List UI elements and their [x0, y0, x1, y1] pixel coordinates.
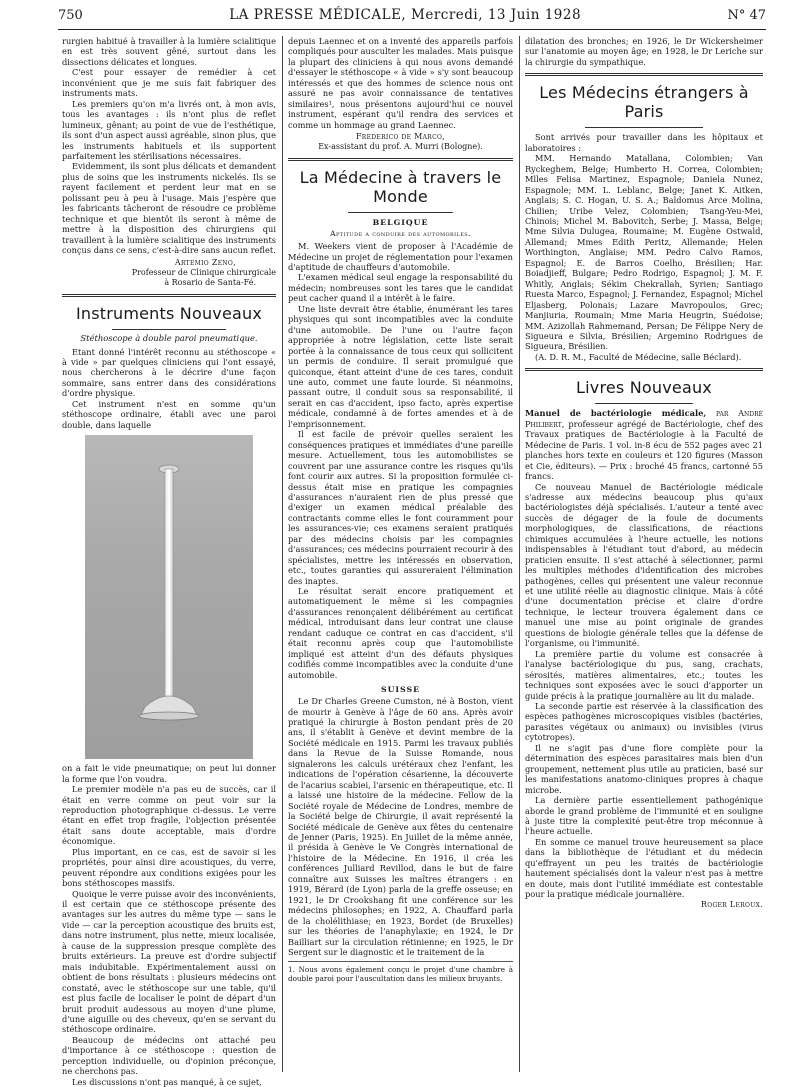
title-underline [112, 329, 226, 330]
author-title: Professeur de Clinique chirurgicale [131, 267, 276, 277]
book-reference [525, 408, 763, 481]
paragraph: Sont arrivés pour travailler dans les hôpitaux et laboratoires : [525, 132, 763, 153]
country-heading-belgique: BELGIQUE [372, 218, 429, 228]
author-name: Artemio Zeno, [174, 257, 236, 267]
paragraph: La dernière partie essentiellement pathogénique aborde le grand problème de l'immunité et en souligne à juste titre la complexité peut-être trop méconnue à l'heure actuelle. [525, 795, 763, 837]
signature-block [62, 258, 276, 288]
book-title: Manuel de bactériologie médicale, [525, 408, 707, 419]
paragraph: Les discussions n'ont pas manqué, à ce sujet, [72, 1076, 262, 1087]
paragraph: Cet instrument n'est en somme qu'un stéthoscope ordinaire, établi avec une paroi double, dans laquelle [62, 398, 276, 430]
paragraph: Plus important, en ce cas, est de savoir si les propriétés, pour ainsi dire acoustiques, du verre, peuvent répondre aux conditions exigées pour les bons stéthoscopes massifs. [62, 846, 276, 889]
article-subheading: Aptitude a conduire des automobiles. [330, 229, 471, 239]
paragraph: Les premiers qu'on m'a livrés ont, à mon avis, tous les avantages : ils n'ont plus de reflet lumineux, gênant; au point de vue de l'esthétique, ils sont d'un aspect aussi agréable, sinon plus, que les instruments habituels et ils supportent parfaitement les stérilisations nécessaires. [62, 98, 276, 161]
paragraph: Etant donné l'intérêt reconnu au stéthoscope « à vide » par quelques cliniciens qui l'ont essayé, nous chercherons à le décrire d'une façon sommaire, sans entrer dans des considérations d'ordre physique. [62, 346, 276, 399]
paragraph: Le Dr Charles Greene Cumston, né à Boston, vient de mourir à Genève à l'âge de 60 ans. Après avoir pratiqué la chirurgie à Boston pendant près de 20 ans, il s'établit à Genève et devint membre de la Société médicale en 1915. Parmi les travaux publiés dans la Revue de la Suisse Romande, nous signalerons les calculs urétéraux chez l'enfant, les indications de l'opération césarienne, la découverte de l'acarius scabiei, l'arsenic en thérapeutique, etc. Il a laissé une histoire de la médecine. Fellow de la Société royale de Médecine de Londres, membre de la Société belge de Chirurgie, il avait représenté la Société médicale de Genève aux fêtes du centenaire de Jenner (Paris, 1925). En Juillet de la même année, il présida à Genève le Ve Congrès international de l'histoire de la Médecine. En 1916, il créa les conférences Julliard Revillod, dans le but de faire connaître aux Suisses les maîtres étrangers : en 1919, Bérard (de Lyon) parla de la greffe osseuse; en 1921, le Dr Crookshang fit une conférence sur les médecins philosophes; en 1922, A. Chauffard parla de la cholélithiase; en 1923, Bordet (de Bruxelles) sur les théories de l'anaphylaxie; en 1924, le Dr Bailliart sur la circulation rétinienne; en 1925, le Dr Sergent sur le diagnostic et le traitement de la [288, 696, 513, 957]
section-divider [288, 158, 513, 161]
paragraph: Ce nouveau Manuel de Bactériologie médicale s'adresse aux médecins beaucoup plus qu'aux bactériologistes déjà spécialisés. L'auteur a tenté avec succès de dégager de la foule de documents morphologiques, de classifications, de réactions chimiques accumulées à l'heure actuelle, les notions indispensables à l'étudiant tout d'abord, au médecin praticien ensuite. Il s'est attaché à sélectionner, parmi les multiples méthodes d'identification des microbes pathogènes, celles qui présentent une valeur reconnue et une utilité réelle au diagnostic clinique. Mais à côté d'une documentation précise et claire d'ordre technique, le lecteur trouvera également dans ce manuel une mise au point originale de grandes questions de biologie générale telles que la défense de l'organisme, ou l'immunité. [525, 481, 763, 649]
title-underline [348, 212, 453, 213]
column-divider [282, 36, 283, 1072]
paragraph: Evidemment, ils sont plus délicats et demandent plus de soins que les instruments nickelés. Ils se rayent facilement et perdent leur mat en se polissant peu à peu à l'usage. Mais j'espère que les fabricants tâcheront de résoudre ce problème technique et que bientôt ils seront à même de mettre à la disposition des chirurgiens qui travaillent à la lumière scialitique des instruments conçus dans ce sens, c'est-à-dire sans aucun reflet. [62, 161, 276, 256]
stethoscope-photograph [85, 435, 253, 759]
reviewer-signature [525, 900, 763, 910]
paragraph: (A. D. R. M., Faculté de Médecine, salle Béclard). [535, 351, 742, 362]
section-title-medecine-monde: La Médecine à travers le Monde [299, 168, 502, 207]
column-middle [288, 36, 513, 1072]
paragraph: L'examen médical seul engage la responsabilité du médecin; nombreuses sont les tares que le candidat peut cacher quand il a intérêt à le faire. [288, 272, 513, 304]
paragraph: on a fait le vide pneumatique; on peut lui donner la forme que l'on voudra. [62, 763, 276, 784]
paragraph: Quoique le verre puisse avoir des inconvénients, il est certain que ce stéthoscope présente des avantages sur les autres du même type — sans le vide — car la perception acoustique des bruits est, dans notre instrument, plus nette, mieux localisée, à cause de la suppression presque complète des bruits extérieurs. La preuve est d'ordre subjectif mais indubitable. Expérimentalement aussi on obtient de bons résultats : plusieurs médecins ont constaté, avec le stéthoscope sur une table, qu'il est plus facile de localiser le point de départ d'un bruit produit audessous au moyen d'une plume, d'une aiguille ou des cheveux, qu'en se servant du stéthoscope ordinaire. [62, 888, 276, 1035]
book-author: par André Philibert, [525, 408, 763, 429]
section-divider [525, 73, 763, 76]
paragraph: Beaucoup de médecins ont attaché peu d'importance à ce stéthoscope : question de perception individuelle, ou d'opinion préconçue, ne cherchons pas. [62, 1034, 276, 1077]
paragraph: depuis Laennec et on a inventé des appareils parfois compliqués pour ausculter les malades. Mais puisque la plupart des cliniciens à qui nous avons demandé d'essayer le stéthoscope « à vide » s'y sont beaucoup intéressés et que des hommes de science nous ont assuré ne pas avoir connaissance de tentatives similaires¹, nous présentons aujourd'hui ce nouvel instrument, espérant qu'il rendra des services et comme un hommage au grand Laennec. [288, 36, 513, 130]
paragraph: M. Weekers vient de proposer à l'Académie de Médecine un projet de réglementation pour l'examen d'aptitude de chauffeurs d'automobile. [288, 241, 513, 272]
paragraph: Il est facile de prévoir quelles seraient les conséquences pratiques et immédiates d'une pareille mesure. Actuellement, tous les automobilistes se couvrent par une assurance contre les risques qu'ils font courir aux autres. Si la proposition formulée ci-dessus était mise en pratique les compagnies d'assurances n'auraient rien de plus pressé que d'exiger un examen médical préalable des contractants comme elles le font couramment pour les assurances-vie; ces examens seraient pratiqués par des médecins choisis par les compagnies d'assurances; ces médecins pourraient recourir à des spécialistes, mettre les intéressés en observation, etc., toutes garanties qui assureraient l'élimination des inaptes. [288, 429, 513, 586]
column-divider [519, 36, 520, 1072]
paragraph: Le premier modèle n'a pas eu de succès, car il était en verre comme on peut voir sur la reproduction photographique ci-dessus. Le verre étant en effet trop fragile, l'objection présentée était sans doute acceptable, mais d'ordre économique. [62, 784, 276, 847]
section-title-instruments: Instruments Nouveaux [75, 303, 263, 323]
column-right [525, 36, 763, 1072]
reviewer-name: Roger Leroux. [700, 899, 763, 909]
paragraph: C'est pour essayer de remédier à cet inconvénient que je me suis fait fabriquer des instruments mats. [62, 67, 276, 99]
paragraph: Une liste devrait être établie, énumérant les tares physiques qui sont incompatibles avec la conduite d'une automobile. De l'une ou l'autre façon appropriée à notre législation, cette liste serait portée à la connaissance de tous ceux qui sollicitent un permis de conduire. Il serait promulgué que quiconque, étant atteint d'une de ces tares, conduit une auto, commet une faute lourde. Si néanmoins, passant outre, il conduit sous sa responsabilité, il serait en cas d'accident, ipso facto, après expertise médicale, condamné à de fortes amendes et à de l'emprisonnement. [288, 303, 513, 429]
paragraph: En somme ce manuel trouve heureusement sa place dans la bibliothèque de l'étudiant et du médecin qu'effrayent un peu les traités de bactériologie hautement spécialisés dont la valeur n'est pas à mettre en doute, mais dont l'utilité immédiate est contestable pour la pratique médicale journalière. [525, 836, 763, 900]
paragraph: La première partie du volume est consacrée à l'analyse bactériologique du pus, sang, crachats, sérosités, matières alimentaires, etc.; toutes les techniques sont exposées avec le souci d'apporter un guide précis à la pratique journalière au lit du malade. [525, 648, 763, 701]
title-underline [595, 403, 693, 404]
column-left [62, 36, 276, 1087]
paragraph: dilatation des bronches; en 1926, le Dr Wickersheimer sur l'anatomie au moyen âge; en 1928, le Dr Leriche sur la chirurgie du sympathique. [525, 36, 763, 67]
section-title-livres-nouveaux: Livres Nouveaux [576, 378, 712, 398]
paragraph: Le résultat serait encore pratiquement et automatiquement le même si les compagnies d'assurances renonçaient délibérément au certificat médical, introduisant dans leur contrat une clause rendant caduque ce contrat en cas d'accident, s'il était reconnu après coup que l'automobiliste impliqué est atteint d'un des défauts physiques codifiés comme incompatibles avec la conduite d'une automobile. [288, 586, 513, 680]
paragraph: La seconde partie est réservée à la classification des espèces pathogènes microscopiques visibles (bactéries, parasites végétaux ou animaux) ou invisibles (virus cytotropes). [525, 701, 763, 743]
journal-title: LA PRESSE MÉDICALE, Mercredi, 13 Juin 1928 [229, 7, 582, 23]
author-name: Frederico de Marco, [355, 132, 446, 142]
section-divider [62, 294, 276, 297]
page-number: 750 [58, 8, 83, 23]
section-divider [525, 368, 763, 371]
signature-block [288, 132, 513, 152]
footnote: 1. Nous avons également conçu le projet d'une chambre à double paroi pour l'auscultation dans les milieux bruyants. [288, 961, 513, 983]
book-details: professeur agrégé de Bactériologie, chef des Travaux pratiques de Bactériologie à la Faculté de Médecine de Paris. 1 vol. in-8 écu de 552 pages avec 21 planches hors texte en couleurs et 120 figures (Masson et Cie, éditeurs). — Prix : broché 45 francs, cartonné 55 francs. [525, 418, 763, 482]
paragraph: MM. Hernando Matallana, Colombien; Van Ryckeghem, Belge; Humberto H. Correa, Colombien; Mlles Felisa Martinez, Espagnole; Daniela Nunez, Espagnole; MM. L. Leblanc, Belge; Janet K. Aitken, Anglais; S. C. Hogan, U. S. A.; Baldomus Arce Molina, Chilien; Uribe Velez, Colombien; Tsang-Yeu-Mei, Chinois; Michel M. Babovitch, Serbe; J. Massa, Belge; Mme Silvia Dulugea, Roumaine; M. Eugène Ostwald, Allemand; Mmes Edith Peritz, Allemande; Helen Worthington, Anglaise; MM. Pedro Calvo Ramos, Espagnol; E. de Barros Coelho, Brésilien; Har. Boiadjieff, Bulgare; Pedro Rodrigo, Espagnol; J. M. F. Whitly, Anglais; Sékim Chekrallah, Syrien; Santiago Ruesta Marco, Espagnol; J. Fernandez, Espagnol; Michel Eljasberg, Polonais; Lazare Mavropoulos, Grec; Manjiuria, Roumain; Mme Maria Heugrin, Suédoise; MM. Azizollah Rahmemand, Persan; De Félippe Nery de Sigueura e Silvia, Brésilien; Argemino Rodrigues de Sigueura, Brésilien. [525, 153, 763, 352]
article-title: Stéthoscope à double paroi pneumatique. [80, 332, 258, 343]
paragraph: Il ne s'agit pas d'une flore complète pour la détermination des espèces parasitaires mais bien d'un groupement, nettement plus utile au praticien, basé sur les manifestations anatomo-cliniques propres à chaque microbe. [525, 742, 763, 795]
country-heading-suisse: SUISSE [380, 685, 421, 695]
author-location: à Rosario de Santa-Fé. [164, 277, 256, 287]
stethoscope-illustration [85, 435, 253, 759]
section-title-medecins-etrangers: Les Médecins étrangers à Paris [539, 83, 749, 122]
page-header [58, 7, 766, 30]
issue-number: N° 47 [727, 8, 766, 23]
paragraph: rurgien habitué à travailler à la lumière scialitique en est très souvent gêné, surtout dans les dissections délicates et longues. [62, 36, 276, 67]
title-underline [585, 127, 703, 128]
author-title: Ex-assistant du prof. A. Murri (Bologne). [318, 142, 483, 152]
